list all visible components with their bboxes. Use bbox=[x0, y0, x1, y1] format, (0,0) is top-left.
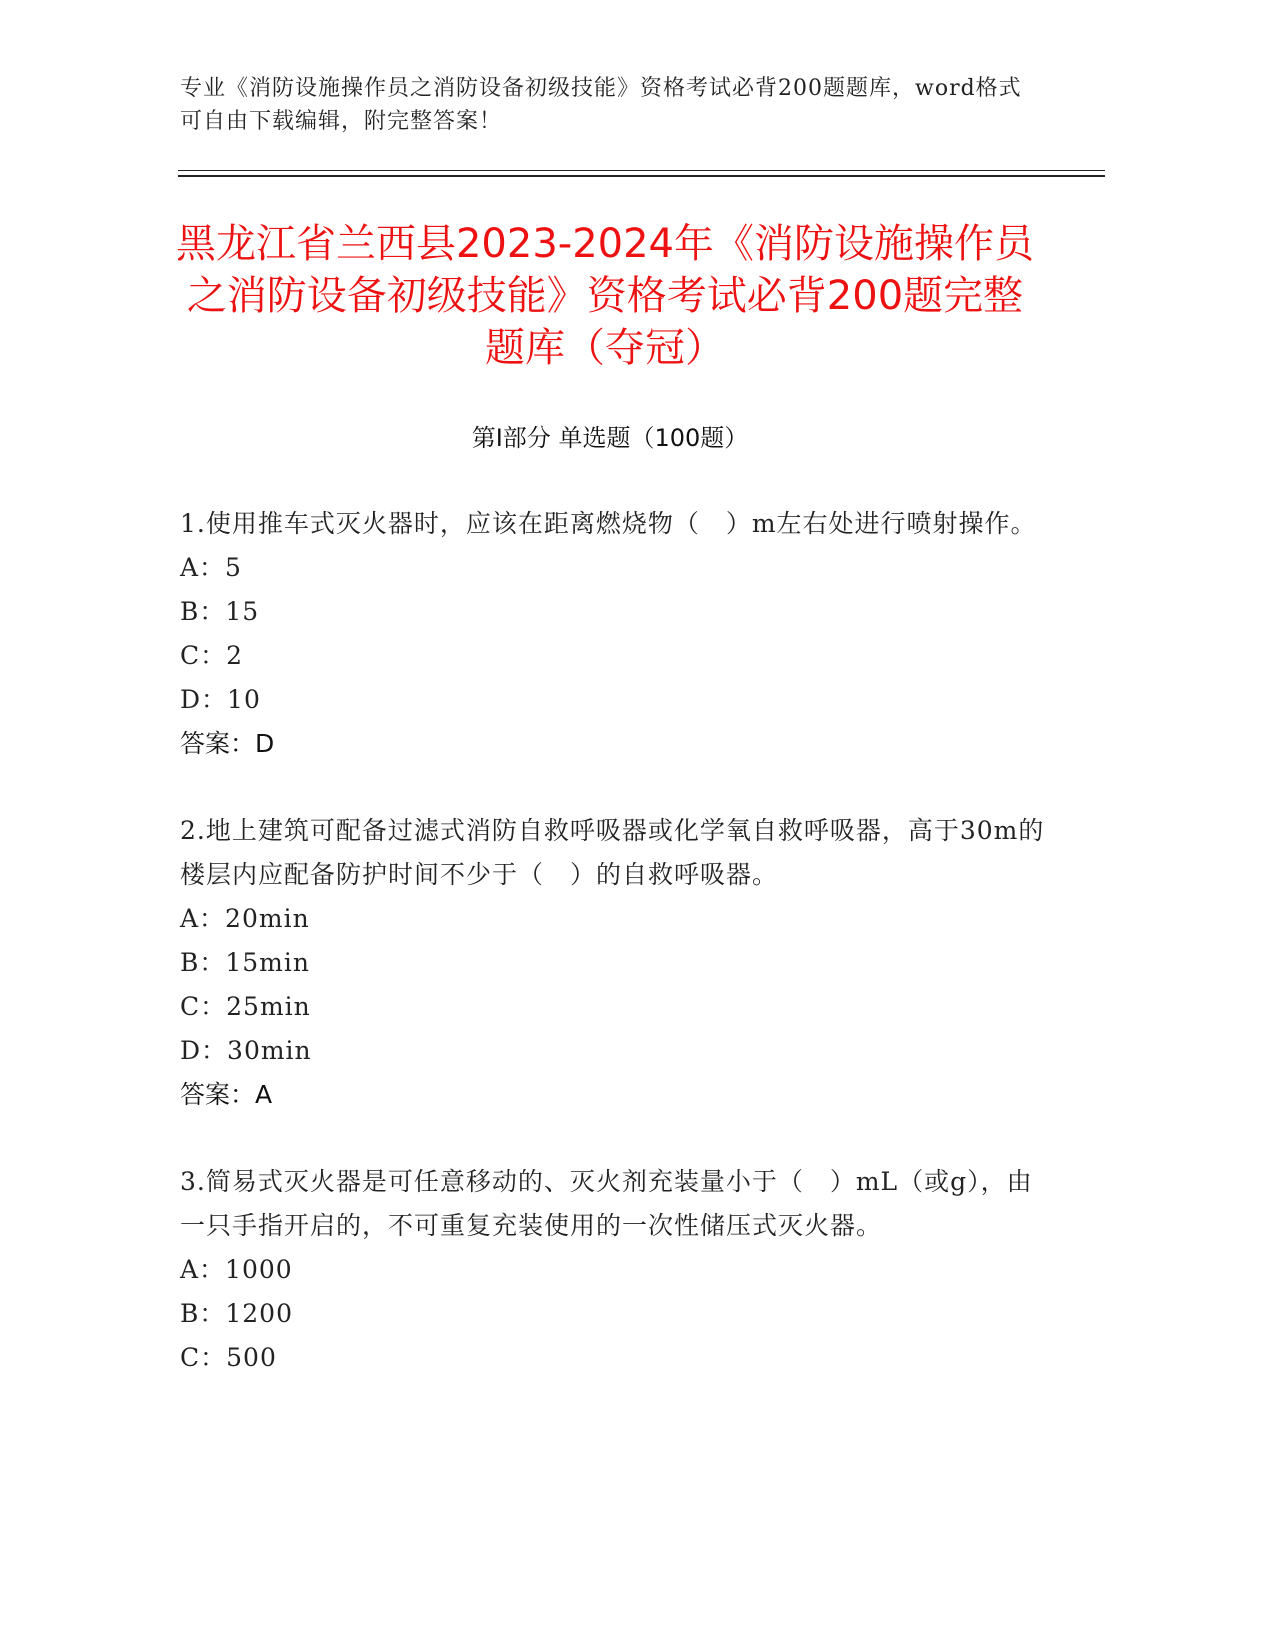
question-list bbox=[180, 502, 1050, 1423]
option-a: A：20min bbox=[180, 904, 310, 933]
option-b: B：15 bbox=[180, 597, 260, 626]
option-b: B：1200 bbox=[180, 1299, 293, 1328]
question-stem: 1.使用推车式灭火器时，应该在距离燃烧物（ ）m左右处进行喷射操作。 bbox=[180, 509, 1037, 538]
section-title: 第Ⅰ部分 单选题（100题） bbox=[471, 424, 749, 452]
option-d: D：30min bbox=[180, 1036, 312, 1065]
option-b: B：15min bbox=[180, 948, 310, 977]
option-c: C：25min bbox=[180, 992, 311, 1021]
option-c: C：2 bbox=[180, 641, 244, 670]
header-rule-thin bbox=[178, 170, 1105, 171]
answer: 答案：D bbox=[180, 729, 275, 758]
question-1 bbox=[180, 502, 1050, 766]
document-title: 黑龙江省兰西县2023-2024年《消防设施操作员之消防设备初级技能》资格考试必背200题完整题库（夺冠） bbox=[175, 221, 1035, 371]
question-stem: 3.简易式灭火器是可任意移动的、灭火剂充装量小于（ ）mL（或g），由一只手指开启的，不可重复充装使用的一次性储压式灭火器。 bbox=[180, 1167, 1033, 1240]
option-a: A：1000 bbox=[180, 1255, 293, 1284]
option-c: C：500 bbox=[180, 1343, 277, 1372]
question-3 bbox=[180, 1160, 1050, 1380]
header-rule-thick bbox=[178, 175, 1105, 177]
header-note: 专业《消防设施操作员之消防设备初级技能》资格考试必背200题题库，word格式可自由下载编辑，附完整答案！ bbox=[180, 76, 1022, 134]
option-d: D：10 bbox=[180, 685, 261, 714]
answer: 答案：A bbox=[180, 1080, 273, 1109]
question-2 bbox=[180, 809, 1050, 1117]
option-a: A：5 bbox=[180, 553, 242, 582]
question-stem: 2.地上建筑可配备过滤式消防自救呼吸器或化学氧自救呼吸器，高于30m的楼层内应配备防护时间不少于（ ）的自救呼吸器。 bbox=[180, 816, 1045, 889]
